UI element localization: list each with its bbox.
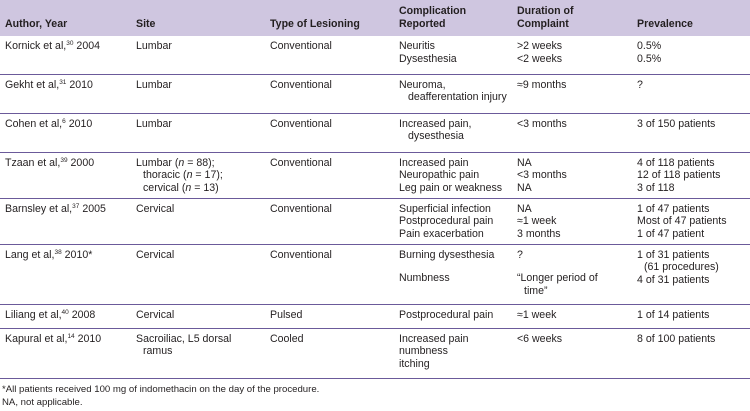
cell-lesioning: Cooled — [265, 328, 394, 378]
cell-prevalence: 3 of 150 patients — [632, 113, 750, 152]
cell-prevalence: 1 of 14 patients — [632, 304, 750, 328]
header-complication-line2: Reported — [399, 17, 446, 30]
cell-duration: >2 weeks <2 weeks — [512, 36, 632, 74]
table-row — [0, 36, 750, 74]
cell-duration: ≈1 week — [512, 304, 632, 328]
cell-lesioning: Pulsed — [265, 304, 394, 328]
cell-prevalence: 8 of 100 patients — [632, 328, 750, 378]
cell-author: Kornick et al,$^{30}$ 2004 — [0, 36, 131, 74]
table-row — [0, 244, 750, 304]
cell-site: Cervical — [131, 304, 265, 328]
cell-lesioning: Conventional — [265, 113, 394, 152]
table-row — [0, 328, 750, 378]
cell-author: Liliang et al,$^{40}$ 2008 — [0, 304, 131, 328]
cell-complication: Increased pain numbness itching — [394, 328, 512, 378]
cell-prevalence: ? — [632, 74, 750, 113]
header-duration-line1: Duration of — [517, 5, 574, 17]
cell-complication: Increased pain, dysesthesia — [394, 113, 512, 152]
header-site: Site — [136, 17, 156, 30]
table-row — [0, 74, 750, 113]
cell-author: Tzaan et al,$^{39}$ 2000 — [0, 152, 131, 198]
cell-complication: Postprocedural pain — [394, 304, 512, 328]
table-row — [0, 304, 750, 328]
header-complication — [394, 0, 512, 36]
header-complication-line1: Complication — [399, 5, 467, 17]
cell-lesioning: Conventional — [265, 198, 394, 244]
cell-complication: Neuritis Dysesthesia — [394, 36, 512, 74]
cell-duration: <3 months — [512, 113, 632, 152]
footnote-indomethacin: *All patients received 100 mg of indomethacin on the day of the procedure. — [2, 384, 320, 395]
header-duration-line2: Complaint — [517, 17, 569, 30]
cell-prevalence: 1 of 47 patients Most of 47 patients 1 of 47 patient — [632, 198, 750, 244]
cell-duration: NA ≈1 week 3 months — [512, 198, 632, 244]
header-duration — [512, 0, 632, 36]
cell-complication: Burning dysesthesia Numbness — [394, 244, 512, 304]
cell-duration: ≈9 months — [512, 74, 632, 113]
header-lesioning: Type of Lesioning — [270, 17, 360, 30]
cell-site: Lumbar (n = 88); thoracic (n = 17); cervical (n = 13) — [131, 152, 265, 198]
cell-lesioning: Conventional — [265, 36, 394, 74]
cell-site: Lumbar — [131, 74, 265, 113]
cell-author: Gekht et al,$^{31}$ 2010 — [0, 74, 131, 113]
cell-duration: NA <3 months NA — [512, 152, 632, 198]
cell-author: Cohen et al,$^6$ 2010 — [0, 113, 131, 152]
table-row — [0, 113, 750, 152]
header-prevalence: Prevalence — [637, 17, 693, 30]
cell-prevalence: 4 of 118 patients 12 of 118 patients 3 of 118 — [632, 152, 750, 198]
cell-site: Lumbar — [131, 113, 265, 152]
cell-duration: ? “Longer period of time” — [512, 244, 632, 304]
cell-complication: Increased pain Neuropathic pain Leg pain or weakness — [394, 152, 512, 198]
cell-prevalence: 0.5% 0.5% — [632, 36, 750, 74]
cell-site: Sacroiliac, L5 dorsal ramus — [131, 328, 265, 378]
header-author: Author, Year — [5, 17, 68, 30]
cell-prevalence: 1 of 31 patients (61 procedures) 4 of 31 patients — [632, 244, 750, 304]
cell-site: Cervical — [131, 198, 265, 244]
cell-site: Cervical — [131, 244, 265, 304]
cell-lesioning: Conventional — [265, 74, 394, 113]
cell-author: Kapural et al,$^{14}$ 2010 — [0, 328, 131, 378]
table-row — [0, 152, 750, 198]
cell-author: Lang et al,$^{38}$ 2010* — [0, 244, 131, 304]
cell-complication: Superficial infection Postprocedural pain Pain exacerbation — [394, 198, 512, 244]
cell-site: Lumbar — [131, 36, 265, 74]
cell-duration: <6 weeks — [512, 328, 632, 378]
cell-lesioning: Conventional — [265, 244, 394, 304]
footnote-na: NA, not applicable. — [2, 397, 83, 408]
cell-author: Barnsley et al,$^{37}$ 2005 — [0, 198, 131, 244]
cell-complication: Neuroma, deafferentation injury — [394, 74, 512, 113]
table-footnotes — [2, 383, 319, 409]
header-row — [0, 0, 750, 36]
cell-lesioning: Conventional — [265, 152, 394, 198]
table-row — [0, 198, 750, 244]
